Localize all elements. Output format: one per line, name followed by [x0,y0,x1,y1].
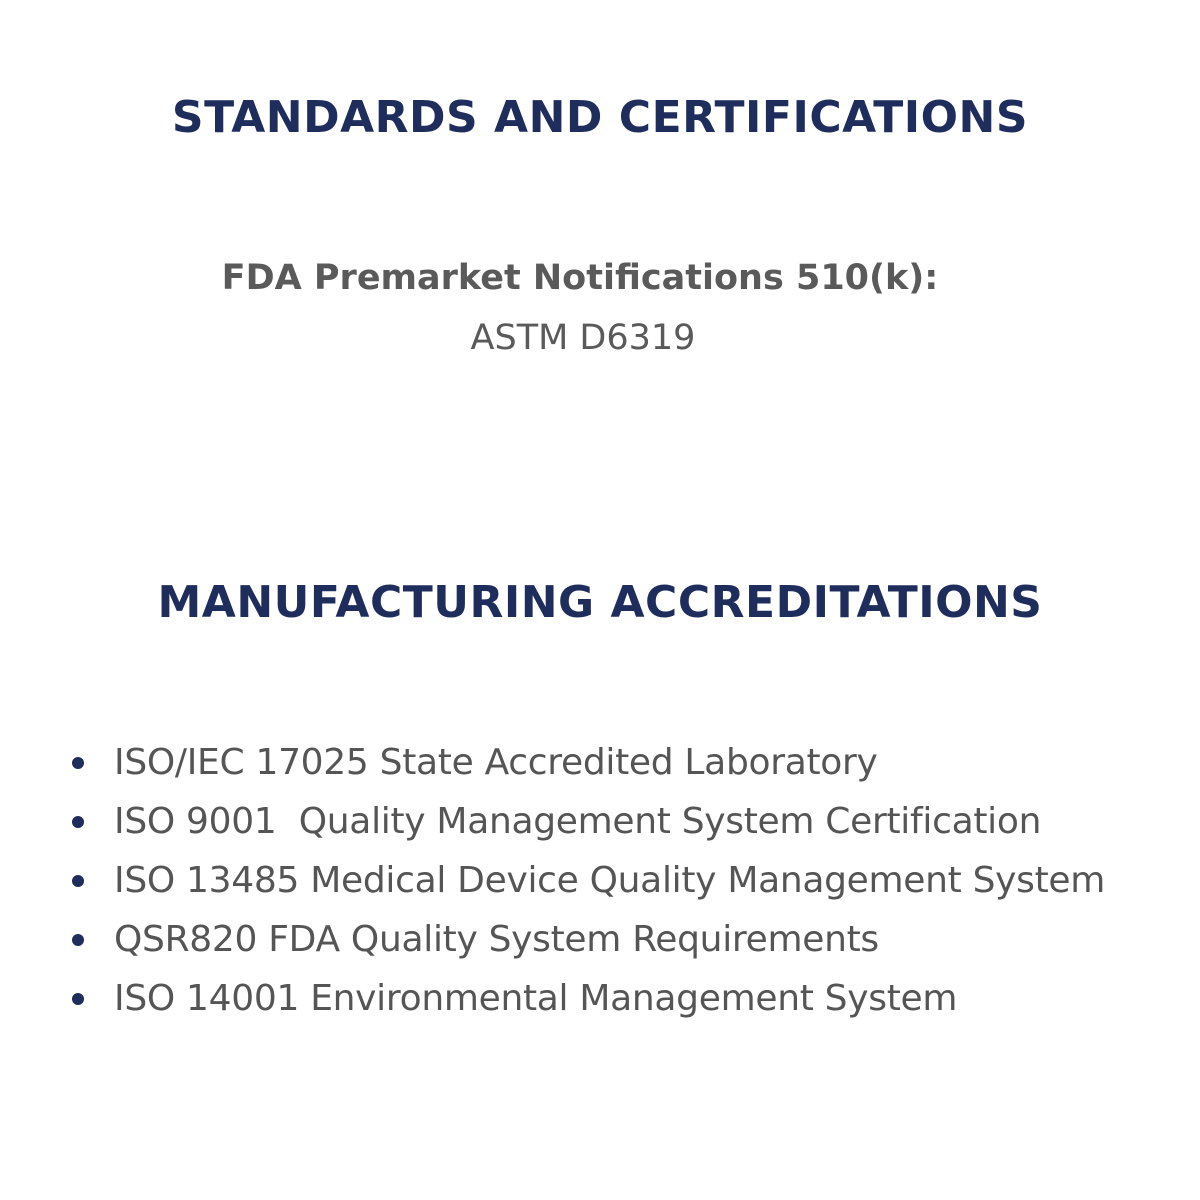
bullet-icon [72,875,84,887]
list-item [70,969,1105,1028]
astm-standard-value: ASTM D6319 [470,318,696,358]
bullet-icon [72,816,84,828]
list-item [70,792,1105,851]
fda-510k-label: FDA Premarket Notifications 510(k): [221,258,939,298]
list-item [70,910,1105,969]
list-item-text: ISO 14001 Environmental Management System [114,978,958,1019]
list-item-text: ISO 13485 Medical Device Quality Management System [114,860,1106,901]
standards-heading: STANDARDS AND CERTIFICATIONS [171,92,1029,143]
bullet-icon [72,993,84,1005]
bullet-icon [72,934,84,946]
list-item-text: QSR820 FDA Quality System Requirements [114,919,879,960]
accreditations-list [70,733,1105,1028]
list-item [70,851,1105,910]
list-item-text: ISO/IEC 17025 State Accredited Laboratory [114,742,878,783]
list-item [70,733,1105,792]
bullet-icon [72,757,84,769]
accreditations-heading: MANUFACTURING ACCREDITATIONS [157,577,1043,628]
list-item-text: ISO 9001 Quality Management System Certification [114,801,1042,842]
